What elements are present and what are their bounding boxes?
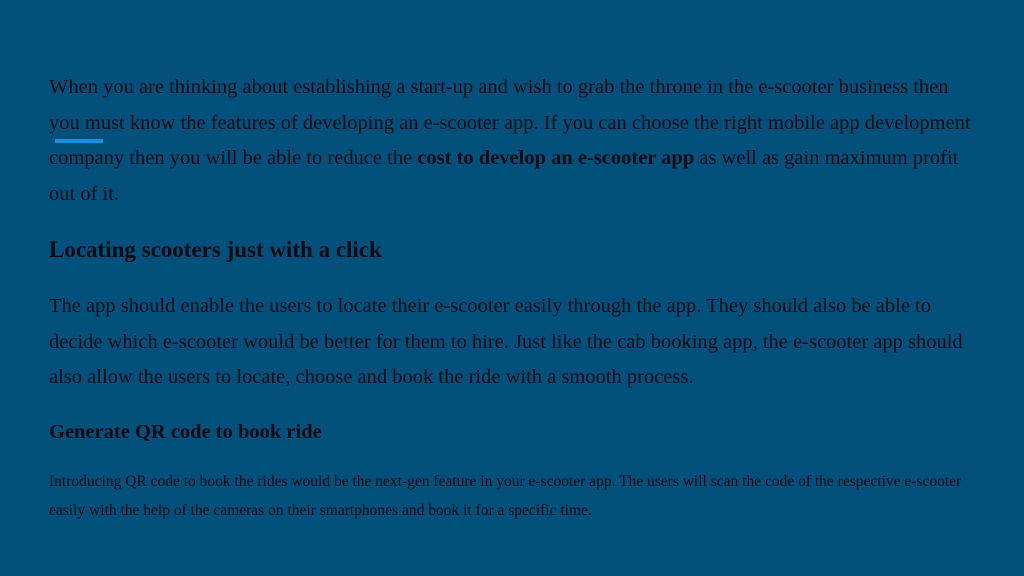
intro-paragraph — [49, 70, 984, 212]
intro-text-before: When you are thinking about establishing a start-up and wish to grab the throne in the e-scooter business then you must know the features of developing an e-scooter app. If you can choose the right mobile app development company then you will be able to reduce the — [49, 76, 971, 169]
section-body-locating-scooters: The app should enable the users to locate their e-scooter easily through the app. They should also be able to decide which e-scooter would be better for them to hire. Just like the cab booking app, the e-scooter app should also allow the users to locate, choose and book the ride with a smooth process. — [49, 295, 963, 388]
section-heading-locating-scooters: Locating scooters just with a click — [49, 237, 382, 262]
section-body-qr-code: Introducing QR code to book the rides would be the next-gen feature in your e-scooter app. The users will scan the code of the respective e-scooter easily with the help of the cameras on their smartphones and book it for a specific time. — [49, 473, 962, 519]
section-heading-qr-code: Generate QR code to book ride — [49, 421, 322, 443]
intro-bold-link-text: cost to develop an e-scooter app — [417, 147, 695, 169]
intro-text-after: as well as gain maximum profit out of it. — [49, 147, 959, 205]
